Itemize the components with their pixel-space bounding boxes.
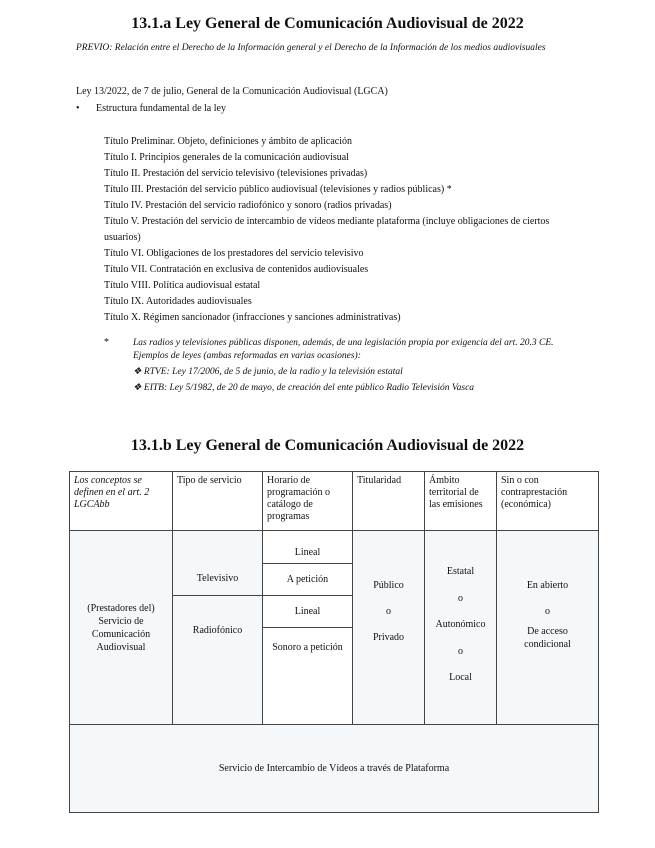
cell-radiofonico: Radiofónico xyxy=(172,595,263,725)
asterisk-marker: * xyxy=(104,337,109,348)
titulo-item: Título III. Prestación del servicio público audiovisual (televisiones y radios públicas) * xyxy=(104,184,452,195)
ley-text: Ley 13/2022, de 7 de julio, General de la Comunicación Audiovisual (LGCA) xyxy=(76,86,388,97)
titulo-item: Título VI. Obligaciones de los prestadores del servicio televisivo xyxy=(104,248,364,259)
titulo-item: Título IX. Autoridades audiovisuales xyxy=(104,296,252,307)
cell-ambito xyxy=(424,530,497,725)
example-text: EITB: Ley 5/1982, de 20 de mayo, de creación del ente público Radio Televisión Vasca xyxy=(143,383,475,393)
section-title-a: 13.1.a Ley General de Comunicación Audiovisual de 2022 xyxy=(131,15,524,32)
header-concepts: Los conceptos se definen en el art. 2 LGCAbb xyxy=(69,471,173,531)
contraprestacion-option: En abierto xyxy=(526,580,569,591)
diamond-bullet-icon: ❖ xyxy=(133,383,142,393)
ambito-separator: o xyxy=(458,645,463,657)
cell-titularidad xyxy=(352,530,425,725)
titulo-item: Título I. Principios generales de la comunicación audiovisual xyxy=(104,152,349,163)
titulo-item: Título Preliminar. Objeto, definiciones y ámbito de aplicación xyxy=(104,136,352,147)
concepto-text: (Prestadores del) Servicio de Comunicación Audiovisual xyxy=(87,602,155,653)
cell-concepto xyxy=(69,530,173,725)
cell-lineal-tv: Lineal xyxy=(262,530,353,564)
cell-lineal-radio: Lineal xyxy=(262,595,353,628)
header-ambito: Ámbito territorial de las emisiones xyxy=(424,471,497,531)
ambito-option: Local xyxy=(449,672,472,683)
titulo-item: Título V. Prestación del servicio de intercambio de vídeos mediante plataforma (incluye obligaciones de ciertos usuarios) xyxy=(104,216,550,243)
header-titularidad: Titularidad xyxy=(352,471,425,531)
titulo-item: Título VIII. Política audiovisual estatal xyxy=(104,280,261,291)
example-text: RTVE: Ley 17/2006, de 5 de junio, de la radio y la televisión estatal xyxy=(143,367,403,377)
titulo-item: Título IV. Prestación del servicio radiofónico y sonoro (radios privadas) xyxy=(104,200,392,211)
example-item xyxy=(133,382,474,393)
titulo-item: Título VII. Contratación en exclusiva de contenidos audiovisuales xyxy=(104,264,369,275)
estructura-text: Estructura fundamental de la ley xyxy=(96,103,226,114)
cell-sonoro-peticion: Sonoro a petición xyxy=(262,627,353,725)
cell-televisivo: Televisivo xyxy=(172,530,263,596)
bullet-icon: • xyxy=(76,103,80,114)
previo-text: PREVIO: Relación entre el Derecho de la Información general y el Derecho de la Información de los medios audiovisuales xyxy=(76,43,546,53)
cell-peticion-tv: A petición xyxy=(262,563,353,596)
note-text: Las radios y televisiones públicas disponen, además, de una legislación propia por exigencia del art. 20.3 CE. Ejemplos de leyes (ambas reformadas en varias ocasiones): xyxy=(133,338,554,361)
titularidad-option: Público xyxy=(373,580,404,591)
titulos-list xyxy=(104,134,584,326)
contraprestacion-option: De acceso condicional xyxy=(524,626,571,650)
ambito-option: Estatal xyxy=(446,566,475,577)
header-horario: Horario de programación o catálogo de programas xyxy=(262,471,353,531)
titularidad-option: Privado xyxy=(372,632,405,643)
ambito-option: Autonómico xyxy=(435,619,486,630)
titularidad-separator: o xyxy=(386,606,391,617)
header-contraprestacion: Sin o con contraprestación (económica) xyxy=(496,471,599,531)
diamond-bullet-icon: ❖ xyxy=(133,367,142,377)
cell-contraprestacion xyxy=(496,530,599,725)
section-title-b: 13.1.b Ley General de Comunicación Audiovisual de 2022 xyxy=(130,437,525,454)
example-item xyxy=(133,366,403,377)
titulo-item: Título II. Prestación del servicio televisivo (televisiones privadas) xyxy=(104,168,368,179)
ambito-separator: o xyxy=(458,592,463,604)
cell-footer-plataforma: Servicio de Intercambio de Vídeos a través de Plataforma xyxy=(69,724,599,813)
titulo-item: Título X. Régimen sancionador (infracciones y sanciones administrativas) xyxy=(104,312,401,323)
header-tipo: Tipo de servicio xyxy=(172,471,263,531)
contraprestacion-separator: o xyxy=(545,606,550,617)
